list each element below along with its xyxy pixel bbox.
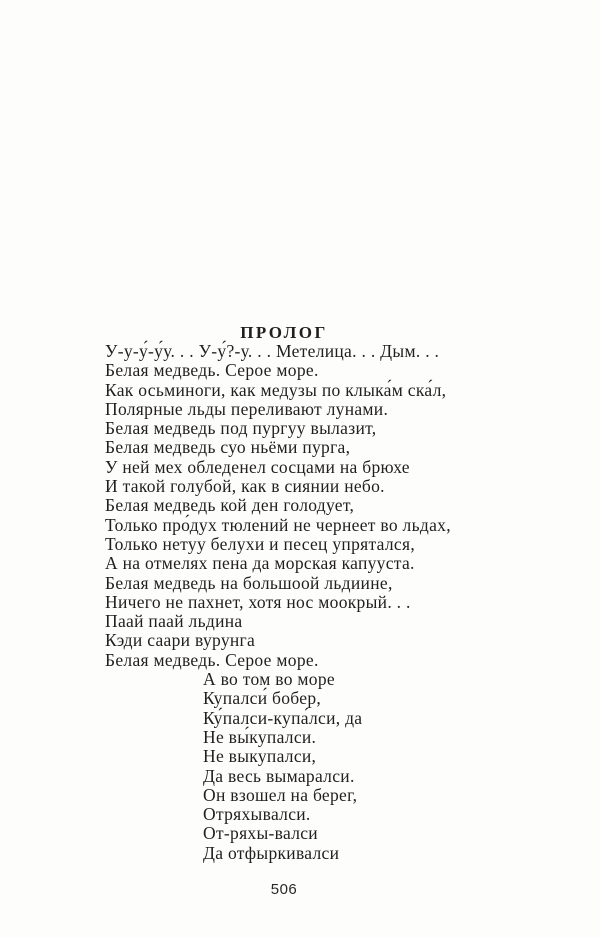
poem-line: Кэди саари вурунга bbox=[105, 630, 256, 651]
poem-line: Не вы́купалси. bbox=[203, 726, 317, 747]
poem-line: А на отмелях пена да морская капууста. bbox=[105, 553, 415, 574]
page-number: 506 bbox=[270, 881, 298, 898]
poem-line: Паай паай льдина bbox=[105, 611, 243, 632]
poem-line: А во том во море bbox=[203, 669, 335, 690]
stanza-main bbox=[105, 342, 525, 670]
poem-line: Белая медведь кой ден голодует, bbox=[105, 495, 355, 516]
poem-line: Да весь вымаралси. bbox=[203, 765, 355, 786]
poem-line: Белая медведь. Серое море. bbox=[105, 360, 319, 381]
poem-line: Белая медведь. Серое море. bbox=[105, 649, 319, 670]
poem-line: Не выкупалси, bbox=[203, 746, 317, 767]
poem-line: Ку́палси-купа́лси, да bbox=[203, 707, 363, 728]
poem-line: Да отфыркивалси bbox=[203, 842, 340, 863]
chapter-title: ПРОЛОГ bbox=[240, 323, 328, 343]
poem-line: Только нетуу белухи и песец упрятался, bbox=[105, 533, 416, 554]
poem-line: У ней мех обледенел сосцами на брюхе bbox=[105, 456, 410, 477]
poem-line: Купалси́ бобер, bbox=[203, 688, 322, 709]
poem-line: Он взошел на берег, bbox=[203, 784, 358, 805]
stanza-indented bbox=[105, 670, 525, 863]
poem-line: Белая медведь на большоой льдиине, bbox=[105, 572, 393, 593]
poem-line: Как осьминоги, как медузы по клыка́м ска́л, bbox=[105, 379, 447, 400]
poem bbox=[105, 342, 525, 863]
poem-line: Белая медведь под пургуу вылазит, bbox=[105, 418, 377, 439]
poem-line: Ничего не пахнет, хотя нос моокрый. . . bbox=[105, 591, 411, 612]
poem-line: Полярные льды переливают лунами. bbox=[105, 398, 389, 419]
poem-line: От-ряхы-валси bbox=[203, 823, 318, 844]
poem-line: Белая медведь суо ньёми пурга, bbox=[105, 437, 351, 458]
poem-line: И такой голубой, как в сиянии небо. bbox=[105, 476, 385, 497]
poem-line: Отряхывалси. bbox=[203, 804, 311, 825]
poem-line: Только про́дух тюлений не чернеет во льдах, bbox=[105, 514, 451, 535]
poem-line: У-у-у́-у́у. . . У-у́?-у. . . Метелица. . . Дым. . . bbox=[105, 341, 440, 361]
